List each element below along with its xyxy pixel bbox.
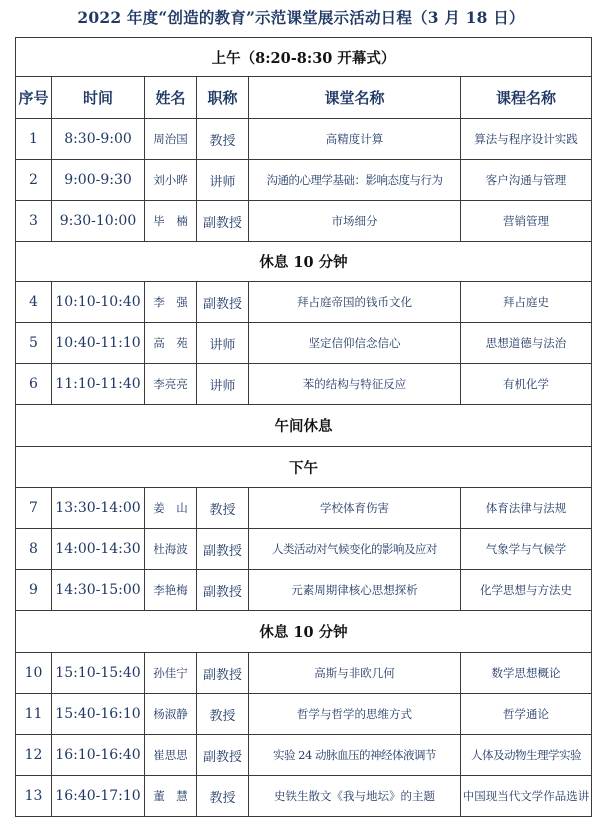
row-course: 有机化学 — [461, 364, 592, 405]
section-break-row — [16, 242, 592, 282]
row-course: 数学思想概论 — [461, 653, 592, 694]
row-title: 副教授 — [197, 735, 249, 776]
row-course: 拜占庭史 — [461, 282, 592, 323]
table-row — [16, 776, 592, 817]
row-lesson: 元素周期律核心思想探析 — [249, 570, 461, 611]
row-lesson: 市场细分 — [249, 201, 461, 242]
row-no: 9 — [16, 570, 52, 611]
row-name: 崔思思 — [145, 735, 197, 776]
col-header-course: 课程名称 — [461, 77, 592, 119]
section-break-row — [16, 611, 592, 653]
row-no: 8 — [16, 529, 52, 570]
row-title: 讲师 — [197, 323, 249, 364]
row-time: 15:40-16:10 — [52, 694, 145, 735]
table-row — [16, 488, 592, 529]
table-row — [16, 160, 592, 201]
table-row — [16, 119, 592, 160]
row-lesson: 史铁生散文《我与地坛》的主题 — [249, 776, 461, 817]
col-header-title: 职称 — [197, 77, 249, 119]
row-lesson: 沟通的心理学基础：影响态度与行为 — [249, 160, 461, 201]
table-row — [16, 735, 592, 776]
row-time: 11:10-11:40 — [52, 364, 145, 405]
col-header-no: 序号 — [16, 77, 52, 119]
header-row — [16, 77, 592, 119]
row-lesson: 苯的结构与特征反应 — [249, 364, 461, 405]
table-row — [16, 323, 592, 364]
row-title: 教授 — [197, 776, 249, 817]
row-no: 12 — [16, 735, 52, 776]
row-course: 体育法律与法规 — [461, 488, 592, 529]
schedule-table — [15, 37, 592, 817]
col-header-time: 时间 — [52, 77, 145, 119]
row-lesson: 拜占庭帝国的钱币文化 — [249, 282, 461, 323]
row-lesson: 实验 24 动脉血压的神经体液调节 — [249, 735, 461, 776]
row-name: 毕 楠 — [145, 201, 197, 242]
row-lesson: 学校体育伤害 — [249, 488, 461, 529]
row-time: 9:00-9:30 — [52, 160, 145, 201]
row-course: 思想道德与法治 — [461, 323, 592, 364]
row-name: 李艳梅 — [145, 570, 197, 611]
row-course: 哲学通论 — [461, 694, 592, 735]
row-course: 化学思想与方法史 — [461, 570, 592, 611]
row-course: 营销管理 — [461, 201, 592, 242]
row-name: 孙佳宁 — [145, 653, 197, 694]
row-name: 周治国 — [145, 119, 197, 160]
row-lesson: 坚定信仰信念信心 — [249, 323, 461, 364]
table-row — [16, 694, 592, 735]
row-no: 3 — [16, 201, 52, 242]
table-row — [16, 201, 592, 242]
row-name: 杨淑静 — [145, 694, 197, 735]
row-name: 李 强 — [145, 282, 197, 323]
row-time: 8:30-9:00 — [52, 119, 145, 160]
table-row — [16, 570, 592, 611]
row-no: 11 — [16, 694, 52, 735]
row-no: 10 — [16, 653, 52, 694]
row-course: 气象学与气候学 — [461, 529, 592, 570]
table-row — [16, 529, 592, 570]
row-name: 董 慧 — [145, 776, 197, 817]
row-title: 讲师 — [197, 364, 249, 405]
row-name: 高 苑 — [145, 323, 197, 364]
row-course: 人体及动物生理学实验 — [461, 735, 592, 776]
row-name: 杜海波 — [145, 529, 197, 570]
row-no: 1 — [16, 119, 52, 160]
row-no: 13 — [16, 776, 52, 817]
row-title: 副教授 — [197, 653, 249, 694]
row-time: 14:00-14:30 — [52, 529, 145, 570]
row-title: 副教授 — [197, 570, 249, 611]
row-lesson: 高精度计算 — [249, 119, 461, 160]
row-lesson: 高斯与非欧几何 — [249, 653, 461, 694]
row-lesson: 人类活动对气候变化的影响及应对 — [249, 529, 461, 570]
section-afternoon: 下午 — [16, 447, 592, 488]
section-break-2: 休息 10 分钟 — [16, 611, 592, 653]
row-time: 14:30-15:00 — [52, 570, 145, 611]
row-no: 4 — [16, 282, 52, 323]
row-no: 6 — [16, 364, 52, 405]
row-title: 教授 — [197, 488, 249, 529]
col-header-lesson: 课堂名称 — [249, 77, 461, 119]
document-title: 2022 年度“创造的教育”示范课堂展示活动日程（3 月 18 日） — [77, 8, 525, 27]
row-title: 副教授 — [197, 282, 249, 323]
section-break-1: 休息 10 分钟 — [16, 242, 592, 282]
row-time: 10:10-10:40 — [52, 282, 145, 323]
row-time: 13:30-14:00 — [52, 488, 145, 529]
row-time: 9:30-10:00 — [52, 201, 145, 242]
row-name: 李亮亮 — [145, 364, 197, 405]
row-lesson: 哲学与哲学的思维方式 — [249, 694, 461, 735]
table-row — [16, 364, 592, 405]
section-lunch: 午间休息 — [16, 405, 592, 447]
row-no: 5 — [16, 323, 52, 364]
section-morning: 上午（8:20-8:30 开幕式） — [16, 38, 592, 77]
section-lunch-row — [16, 405, 592, 447]
row-title: 副教授 — [197, 529, 249, 570]
col-header-name: 姓名 — [145, 77, 197, 119]
row-no: 7 — [16, 488, 52, 529]
row-time: 15:10-15:40 — [52, 653, 145, 694]
table-row — [16, 653, 592, 694]
row-title: 教授 — [197, 119, 249, 160]
row-name: 姜 山 — [145, 488, 197, 529]
row-no: 2 — [16, 160, 52, 201]
row-title: 讲师 — [197, 160, 249, 201]
row-course: 客户沟通与管理 — [461, 160, 592, 201]
section-afternoon-row — [16, 447, 592, 488]
row-title: 副教授 — [197, 201, 249, 242]
row-course: 算法与程序设计实践 — [461, 119, 592, 160]
table-row — [16, 282, 592, 323]
row-time: 10:40-11:10 — [52, 323, 145, 364]
row-course: 中国现当代文学作品选讲 — [461, 776, 592, 817]
row-time: 16:10-16:40 — [52, 735, 145, 776]
row-name: 刘小晔 — [145, 160, 197, 201]
section-morning-row — [16, 38, 592, 77]
row-time: 16:40-17:10 — [52, 776, 145, 817]
row-title: 教授 — [197, 694, 249, 735]
